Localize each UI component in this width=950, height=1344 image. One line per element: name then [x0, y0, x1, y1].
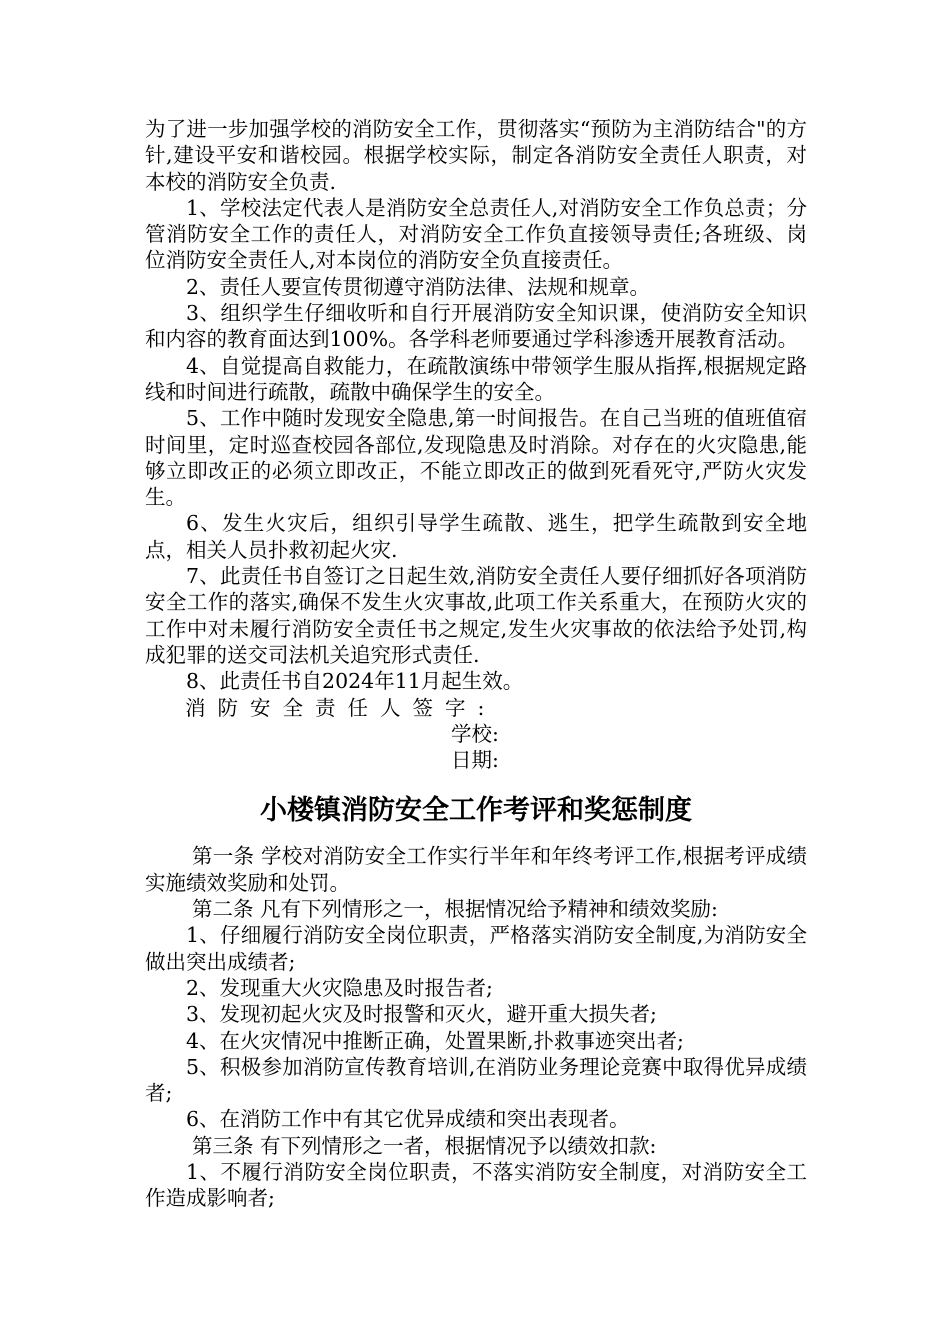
responsibility-item-1: 1、学校法定代表人是消防安全总责任人,对消防安全工作负总责；分管消防安全工作的责任人，对消防安全工作负直接领导责任;各班级、岗位消防安全责任人,对本岗位的消防安全负直接责任。	[145, 195, 807, 273]
signature-label: 消防安全责任人签字:	[185, 695, 497, 720]
responsibility-item-8: 8、此责任书自2024年11月起生效。	[186, 669, 524, 694]
responsibility-item-3: 3、组织学生仔细收听和自行开展消防安全知识课，使消防安全知识和内容的教育面达到100%。各学科老师要通过学科渗透开展教育活动。	[145, 301, 807, 352]
intro-paragraph: 为了进一步加强学校的消防安全工作，贯彻落实“预防为主消防结合"的方针,建设平安和谐校园。根据学校实际，制定各消防安全责任人职责，对本校的消防安全负责.	[145, 117, 807, 194]
reward-item-2: 2、发现重大火灾隐患及时报告者;	[186, 975, 493, 1000]
document-page	[145, 116, 807, 1212]
reward-item-5: 5、积极参加消防宣传教育培训,在消防业务理论竞赛中取得优异成绩者;	[145, 1054, 807, 1106]
article-2: 第二条 凡有下列情形之一，根据情况给予精神和绩效奖励:	[192, 897, 718, 922]
responsibility-item-4: 4、自觉提高自救能力，在疏散演练中带领学生服从指挥,根据规定路线和时间进行疏散，疏散中确保学生的安全。	[145, 353, 807, 404]
article-1: 第一条 学校对消防安全工作实行半年和年终考评工作,根据考评成绩实施绩效奖励和处罚。	[145, 844, 807, 895]
reward-item-3: 3、发现初起火灾及时报警和灭火，避开重大损失者;	[186, 1002, 657, 1027]
responsibility-item-2: 2、责任人要宣传贯彻遵守消防法律、法规和规章。	[186, 274, 651, 299]
reward-item-1: 1、仔细履行消防安全岗位职责，严格落实消防安全制度,为消防安全做出突出成绩者;	[145, 923, 807, 974]
responsibility-item-6: 6、发生火灾后，组织引导学生疏散、逃生，把学生疏散到安全地点，相关人员扑救初起火灾.	[145, 511, 807, 562]
date-label: 日期:	[451, 748, 499, 773]
article-3: 第三条 有下列情形之一者，根据情况予以绩效扣款:	[192, 1133, 657, 1158]
reward-item-4: 4、在火灾情况中推断正确，处置果断,扑救事迹突出者;	[186, 1028, 684, 1053]
reward-item-6: 6、在消防工作中有其它优异成绩和突出表现者。	[186, 1107, 630, 1132]
penalty-item-1: 1、不履行消防安全岗位职责，不落实消防安全制度，对消防安全工作造成影响者;	[145, 1159, 807, 1211]
responsibility-item-7: 7、此责任书自签订之日起生效,消防安全责任人要仔细抓好各项消防安全工作的落实,确保不发生火灾事故,此项工作关系重大，在预防火灾的工作中对未履行消防安全责任书之规定,发生火灾事故的依法给予处罚,构成犯罪的送交司法机关追究形式责任.	[145, 564, 807, 667]
responsibility-item-5: 5、工作中随时发现安全隐患,第一时间报告。在自己当班的值班值宿时间里，定时巡查校园各部位,发现隐患及时消除。对存在的火灾隐患,能够立即改正的必须立即改正，不能立即改正的做到死看死守,严防火灾发生。	[145, 406, 807, 510]
section-title: 小楼镇消防安全工作考评和奖惩制度	[260, 795, 692, 827]
school-label: 学校:	[451, 721, 499, 746]
